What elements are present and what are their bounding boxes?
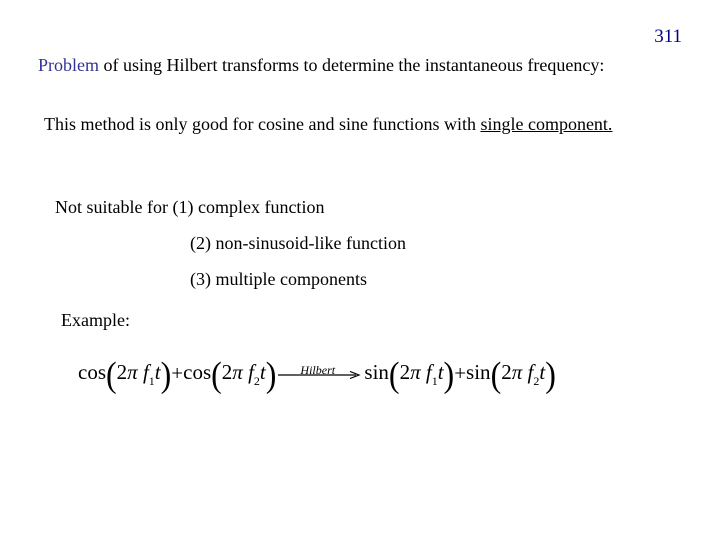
limitation-item-3: (3) multiple components (190, 269, 367, 289)
hilbert-arrow-label: Hilbert (300, 363, 336, 378)
cos-term-2: cos(2π $f_2t$) (183, 353, 277, 395)
not-suitable-label: Not suitable for (55, 197, 173, 217)
not-suitable-line (55, 197, 324, 218)
sin-term-1: sin(2π $f_1t$) (364, 353, 455, 395)
problem-keyword: Problem (38, 55, 99, 75)
method-note (44, 114, 612, 135)
problem-title-rest: of using Hilbert transforms to determine the instantaneous frequency: (99, 55, 605, 75)
hilbert-equation (78, 353, 556, 395)
cos-term-1: cos(2π $f_1t$) (78, 353, 172, 395)
sin-term-2: sin(2π $f_2t$) (466, 353, 556, 395)
method-note-underlined: single component. (480, 114, 613, 134)
problem-title (38, 55, 604, 76)
right-arrow-icon (278, 371, 362, 379)
hilbert-arrow (278, 357, 362, 389)
limitation-item-2: (2) non-sinusoid-like function (190, 233, 406, 253)
page-number: 311 (654, 26, 682, 47)
example-label: Example: (61, 310, 130, 330)
method-note-text: This method is only good for cosine and sine functions with (44, 114, 481, 134)
plus-sign-1: + (171, 361, 184, 386)
plus-sign-2: + (454, 361, 467, 386)
limitation-item-1: (1) complex function (172, 197, 325, 217)
